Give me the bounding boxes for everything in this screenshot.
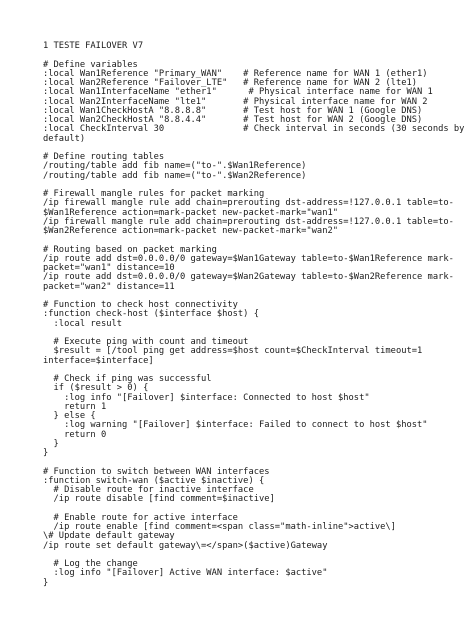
code-line: return 1 [43, 401, 107, 412]
code-line: /ip route add dst=0.0.0.0/0 gateway=$Wan1Gateway table=to-$Wan1Reference mark- [43, 253, 454, 264]
code-line: # Function to switch between WAN interfaces [43, 466, 270, 477]
code-line: # Routing based on packet marking [43, 244, 217, 255]
code-line: default) [43, 133, 86, 144]
code-line: /routing/table add fib name=("to-".$Wan2Reference) [43, 170, 307, 181]
code-line: $Wan2Reference action=mark-packet new-packet-mark="wan2" [43, 226, 339, 236]
code-line: packet="wan2" distance=11 [43, 281, 175, 292]
code-line: } [43, 577, 49, 588]
code-line: if ($result > 0) { [43, 383, 149, 394]
code-line: /ip route set default gateway\=</span>($active)Gateway [43, 540, 328, 551]
code-line: :local Wan2InterfaceName "lte1" # Physical interface name for WAN 2 [43, 96, 428, 107]
code-line: \# Update default gateway [43, 531, 175, 542]
code-line: # Execute ping with count and timeout [43, 337, 249, 347]
code-line: /ip route add dst=0.0.0.0/0 gateway=$Wan2Gateway table=to-$Wan2Reference mark- [43, 272, 454, 283]
code-line: # Enable route for active interface [43, 512, 238, 523]
code-line: /ip route disable [find comment=$inactive] [43, 494, 275, 505]
code-line: :local Wan2CheckHostA "8.8.4.4" # Test host for WAN 2 (Google DNS) [43, 115, 423, 125]
code-line: } else { [43, 411, 96, 421]
code-line: } [43, 448, 49, 458]
code-line: :local Wan1CheckHostA "8.8.8.8" # Test host for WAN 1 (Google DNS) [43, 105, 423, 116]
code-line: # Function to check host connectivity [43, 300, 238, 310]
code-line: :local Wan2Reference "Failover_LTE" # Reference name for WAN 2 (lte1) [43, 78, 418, 88]
code-line: # Check if ping was successful [43, 374, 212, 384]
code-line: interface=$interface] [43, 355, 154, 366]
code-line: /ip firewall mangle rule add chain=prerouting dst-address=!127.0.0.1 table=to- [43, 216, 454, 227]
code-line: /ip firewall mangle rule add chain=prerouting dst-address=!127.0.0.1 table=to- [43, 198, 454, 209]
code-line: } [43, 438, 59, 449]
code-line: :local Wan1InterfaceName "ether1" # Physical interface name for WAN 1 [43, 87, 433, 98]
code-line: :log info "[Failover] $interface: Connected to host $host" [43, 392, 370, 403]
code-line: # Log the change [43, 559, 138, 569]
code-line: :local CheckInterval 30 # Check interval in seconds (30 seconds by [43, 124, 465, 135]
code-line: # Define variables [43, 59, 138, 70]
code-line: 1 TESTE FAILOVER V7 [43, 41, 144, 51]
code-line: # Disable route for inactive interface [43, 485, 254, 495]
code-line: return 0 [43, 429, 107, 440]
code-line: :log warning "[Failover] $interface: Failed to connect to host $host" [43, 420, 428, 431]
script-code-block [43, 42, 464, 588]
code-line: :log info "[Failover] Active WAN interface: $active" [43, 568, 328, 579]
code-line: packet="wan1" distance=10 [43, 263, 175, 273]
code-line: $result = [/tool ping get address=$host count=$CheckInterval timeout=1 [43, 346, 423, 357]
code-line: $Wan1Reference action=mark-packet new-packet-mark="wan1" [43, 207, 339, 218]
code-line: /routing/table add fib name=("to-".$Wan1Reference) [43, 161, 307, 172]
code-line: :local result [43, 318, 123, 329]
code-line: :local Wan1Reference "Primary_WAN" # Reference name for WAN 1 (ether1) [43, 68, 428, 79]
code-line: :function check-host ($interface $host) { [43, 309, 259, 320]
code-line: /ip route enable [find comment=<span class="math-inline">active\] [43, 522, 396, 532]
code-line: # Firewall mangle rules for packet marking [43, 189, 265, 199]
code-line: # Define routing tables [43, 152, 165, 162]
code-line: :function switch-wan ($active $inactive) { [43, 475, 265, 486]
